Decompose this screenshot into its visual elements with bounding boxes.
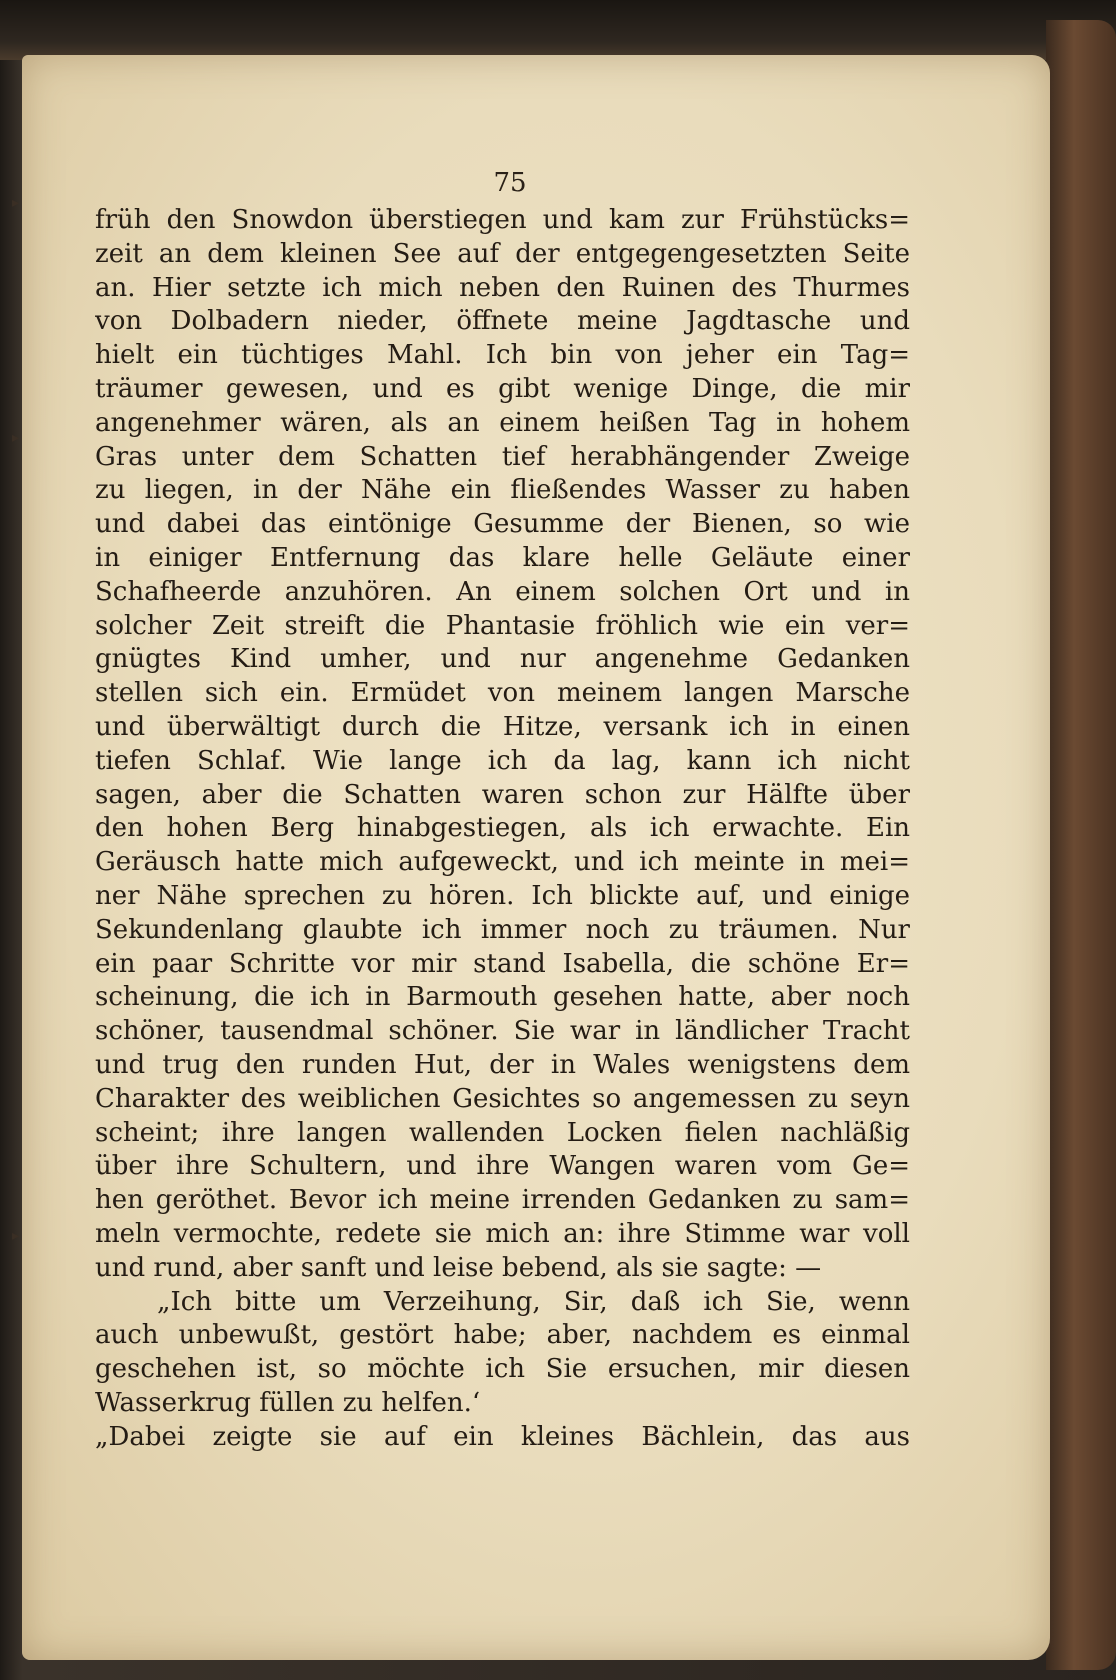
text-line: hen geröthet. Bevor ich meine irrenden Gedanken zu sam=	[95, 1185, 910, 1216]
text-line: über ihre Schultern, und ihre Wangen waren vom Ge=	[95, 1151, 910, 1182]
text-line: meln vermochte, redete sie mich an: ihre Stimme war voll	[95, 1218, 910, 1249]
text-line: und rund, aber sanft und leise bebend, als sie sagte: —	[95, 1252, 822, 1283]
text-line: sagen, aber die Schatten waren schon zur Hälfte über	[95, 779, 910, 810]
text-line: tiefen Schlaf. Wie lange ich da lag, kann ich nicht	[95, 745, 910, 776]
margin-mark: ▸	[12, 430, 20, 446]
page-number: 75	[493, 168, 527, 198]
text-line: Schafheerde anzuhören. An einem solchen Ort und in	[95, 576, 910, 607]
text-line: früh den Snowdon überstiegen und kam zur Frühstücks=	[95, 205, 910, 235]
text-line: und trug den runden Hut, der in Wales wenigstens dem	[95, 1049, 910, 1080]
book-top-edge	[0, 0, 1116, 60]
text-line: Wasserkrug füllen zu helfen.‘	[95, 1387, 481, 1418]
text-line: geschehen ist, so möchte ich Sie ersuchen, mir diesen	[95, 1354, 910, 1385]
text-line: Sekundenlang glaubte ich immer noch zu träumen. Nur	[95, 914, 910, 945]
text-line: gnügtes Kind umher, und nur angenehme Gedanken	[95, 644, 910, 675]
text-line: zeit an dem kleinen See auf der entgegengesetzten Seite	[95, 238, 910, 269]
margin-mark: ▸	[12, 195, 20, 211]
text-line: ein paar Schritte vor mir stand Isabella, die schöne Er=	[95, 948, 910, 979]
text-line: „Ich bitte um Verzeihung, Sir, daß ich Sie, wenn	[157, 1286, 910, 1317]
text-line: angenehmer wären, als an einem heißen Tag in hohem	[95, 407, 910, 438]
text-line: „Dabei zeigte sie auf ein kleines Bächlein, das aus	[95, 1421, 910, 1452]
text-line: den hohen Berg hinabgestiegen, als ich erwachte. Ein	[95, 813, 910, 844]
text-line: zu liegen, in der Nähe ein fließendes Wasser zu haben	[95, 475, 910, 506]
text-line: und überwältigt durch die Hitze, versank ich in einen	[95, 711, 910, 742]
text-line: und dabei das eintönige Gesumme der Bienen, so wie	[95, 509, 910, 540]
text-line: auch unbewußt, gestört habe; aber, nachdem es einmal	[95, 1320, 910, 1351]
text-line: solcher Zeit streift die Phantasie fröhlich wie ein ver=	[95, 610, 910, 641]
text-line: Charakter des weiblichen Gesichtes so angemessen zu seyn	[95, 1083, 910, 1114]
text-line: Gras unter dem Schatten tief herabhängender Zweige	[95, 441, 910, 472]
text-line: stellen sich ein. Ermüdet von meinem langen Marsche	[95, 678, 910, 709]
text-line: von Dolbadern nieder, öffnete meine Jagdtasche und	[95, 306, 910, 337]
text-line: in einiger Entfernung das klare helle Geläute einer	[95, 542, 910, 573]
text-line: scheinung, die ich in Barmouth gesehen hatte, aber noch	[95, 982, 910, 1013]
text-line: scheint; ihre langen wallenden Locken fielen nachläßig	[95, 1117, 910, 1148]
text-line: Geräusch hatte mich aufgeweckt, und ich meinte in mei=	[95, 847, 910, 878]
text-line: hielt ein tüchtiges Mahl. Ich bin von jeher ein Tag=	[95, 340, 910, 371]
text-line: schöner, tausendmal schöner. Sie war in ländlicher Tracht	[95, 1016, 910, 1047]
text-line: träumer gewesen, und es gibt wenige Dinge, die mir	[95, 373, 910, 404]
margin-mark: ▸	[12, 1228, 20, 1244]
book-cover-edge	[1046, 20, 1116, 1670]
body-text	[95, 204, 910, 1454]
text-line: an. Hier setzte ich mich neben den Ruinen des Thurmes	[95, 272, 910, 303]
text-line: ner Nähe sprechen zu hören. Ich blickte auf, und einige	[95, 880, 910, 911]
